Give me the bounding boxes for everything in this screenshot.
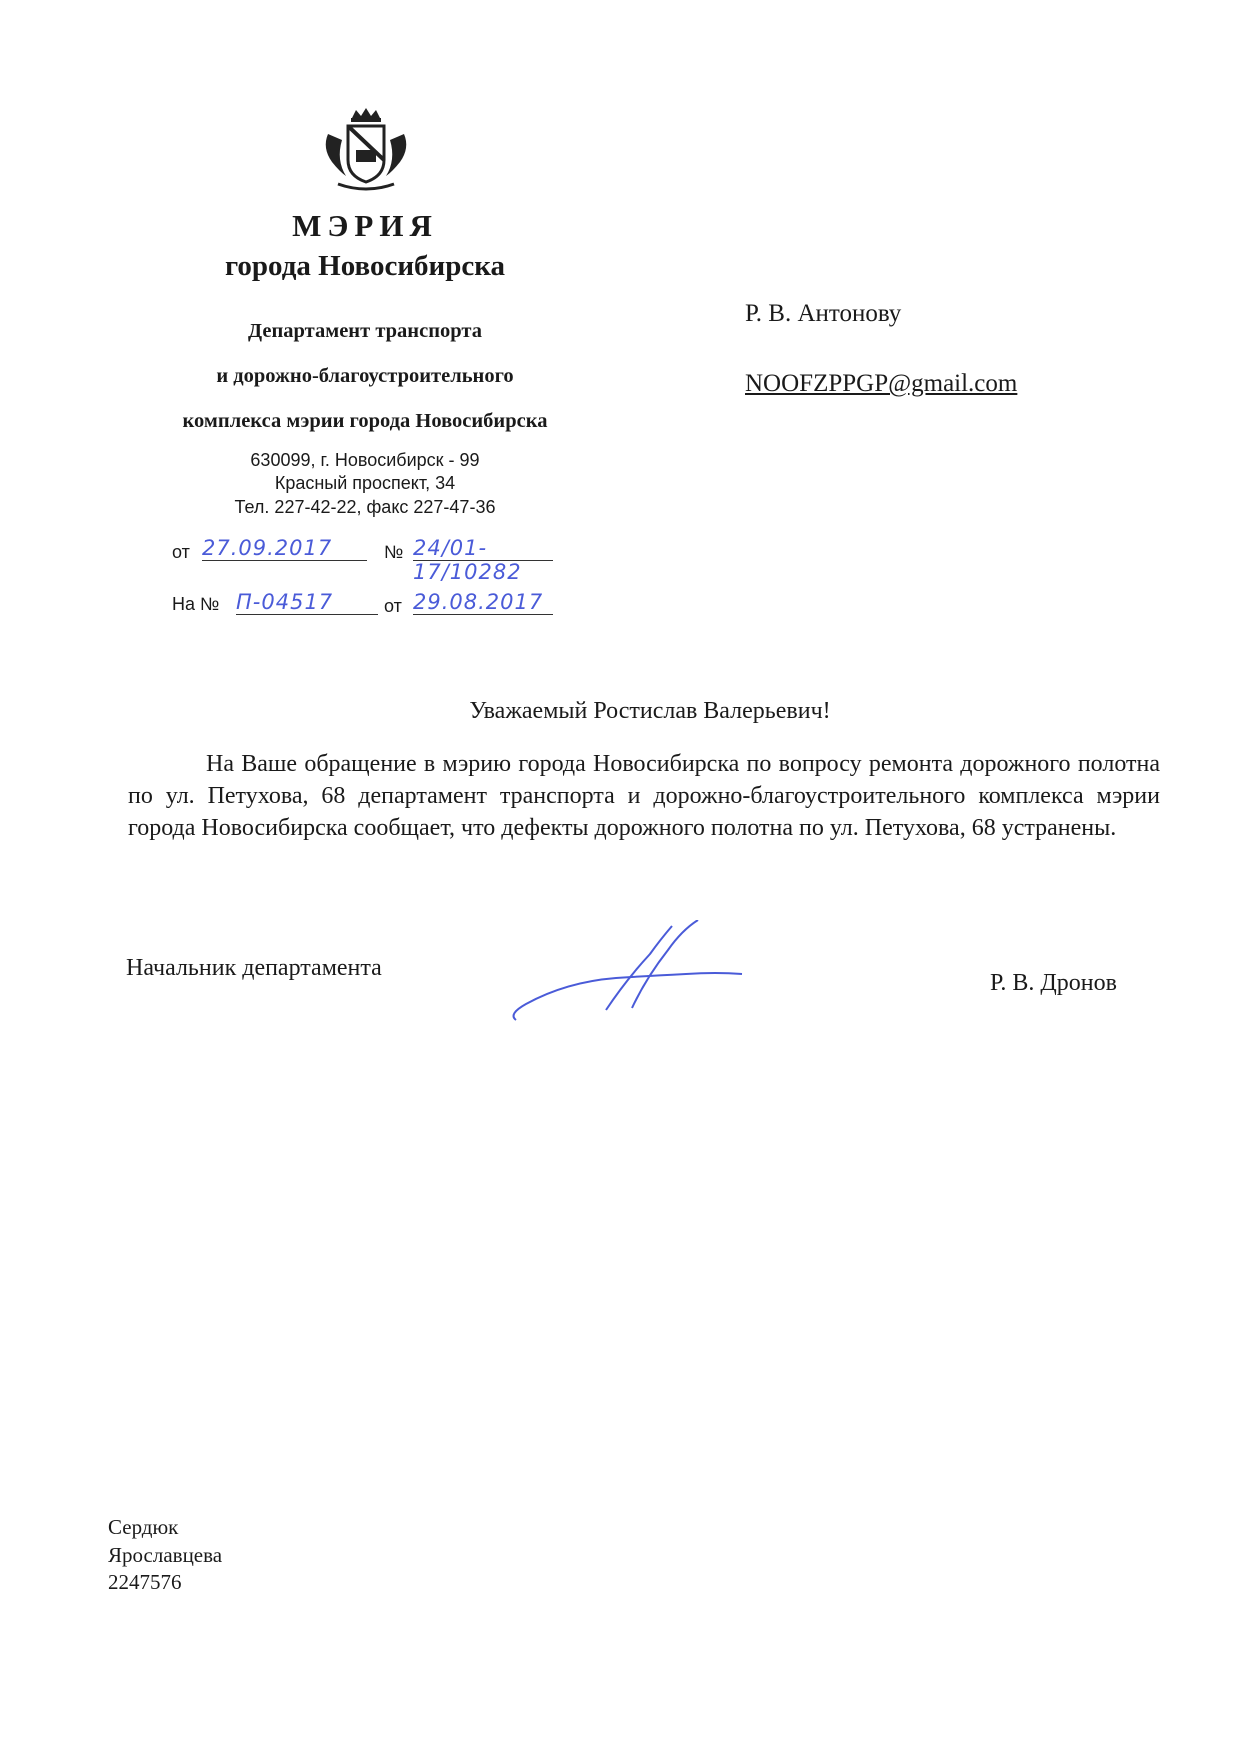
address-line-2: Красный проспект, 34 [274, 473, 456, 493]
reply-date: 29.08.2017 [413, 590, 544, 614]
number-value: 24/01-17/10282 [413, 536, 522, 584]
from-date: 27.09.2017 [202, 536, 333, 560]
executor-phone: 2247576 [108, 1570, 182, 1594]
address-line-3: Тел. 227-42-22, факс 227-47-36 [234, 497, 496, 517]
greeting: Уважаемый Ростислав Валерьевич! [469, 698, 831, 724]
org-city: города Новосибирска [224, 250, 506, 282]
reply-number-field [236, 590, 378, 615]
reply-from-label: от [384, 596, 402, 616]
number-field [413, 536, 553, 584]
address-line-1: 630099, г. Новосибирск - 99 [250, 450, 480, 470]
dept-line-2: и дорожно-благоустроительного [216, 365, 514, 387]
dept-line-1: Департамент транспорта [248, 320, 482, 342]
signer-position: Начальник департамента [126, 955, 382, 981]
signer-name: Р. В. Дронов [990, 970, 1117, 996]
dept-line-3: комплекса мэрии города Новосибирска [182, 410, 548, 432]
addressee-name: Р. В. Антонову [745, 300, 902, 327]
letter-body: На Ваше обращение в мэрию города Новосибирска по вопросу ремонта дорожного полотна по ул. Петухова, 68 департамент транспорта и дорожно-благоустроительного комплекса мэрии города Новосибирска сообщает, что дефекты дорожного полотна по ул. Петухова, 68 устранены. [128, 751, 1160, 841]
from-label: от [172, 542, 190, 562]
executor-line-1: Сердюк [108, 1515, 179, 1539]
reply-number: П-04517 [236, 590, 334, 614]
coat-of-arms-icon [318, 104, 414, 196]
from-date-field [202, 536, 367, 561]
org-title: МЭРИЯ [292, 208, 438, 243]
reply-date-field [413, 590, 553, 615]
number-label: № [384, 542, 404, 562]
reply-label: На № [172, 594, 220, 614]
executor-line-2: Ярославцева [108, 1543, 223, 1567]
addressee-email[interactable]: NOOFZPPGP@gmail.com [745, 370, 1018, 397]
handwritten-signature-icon [510, 920, 750, 1030]
